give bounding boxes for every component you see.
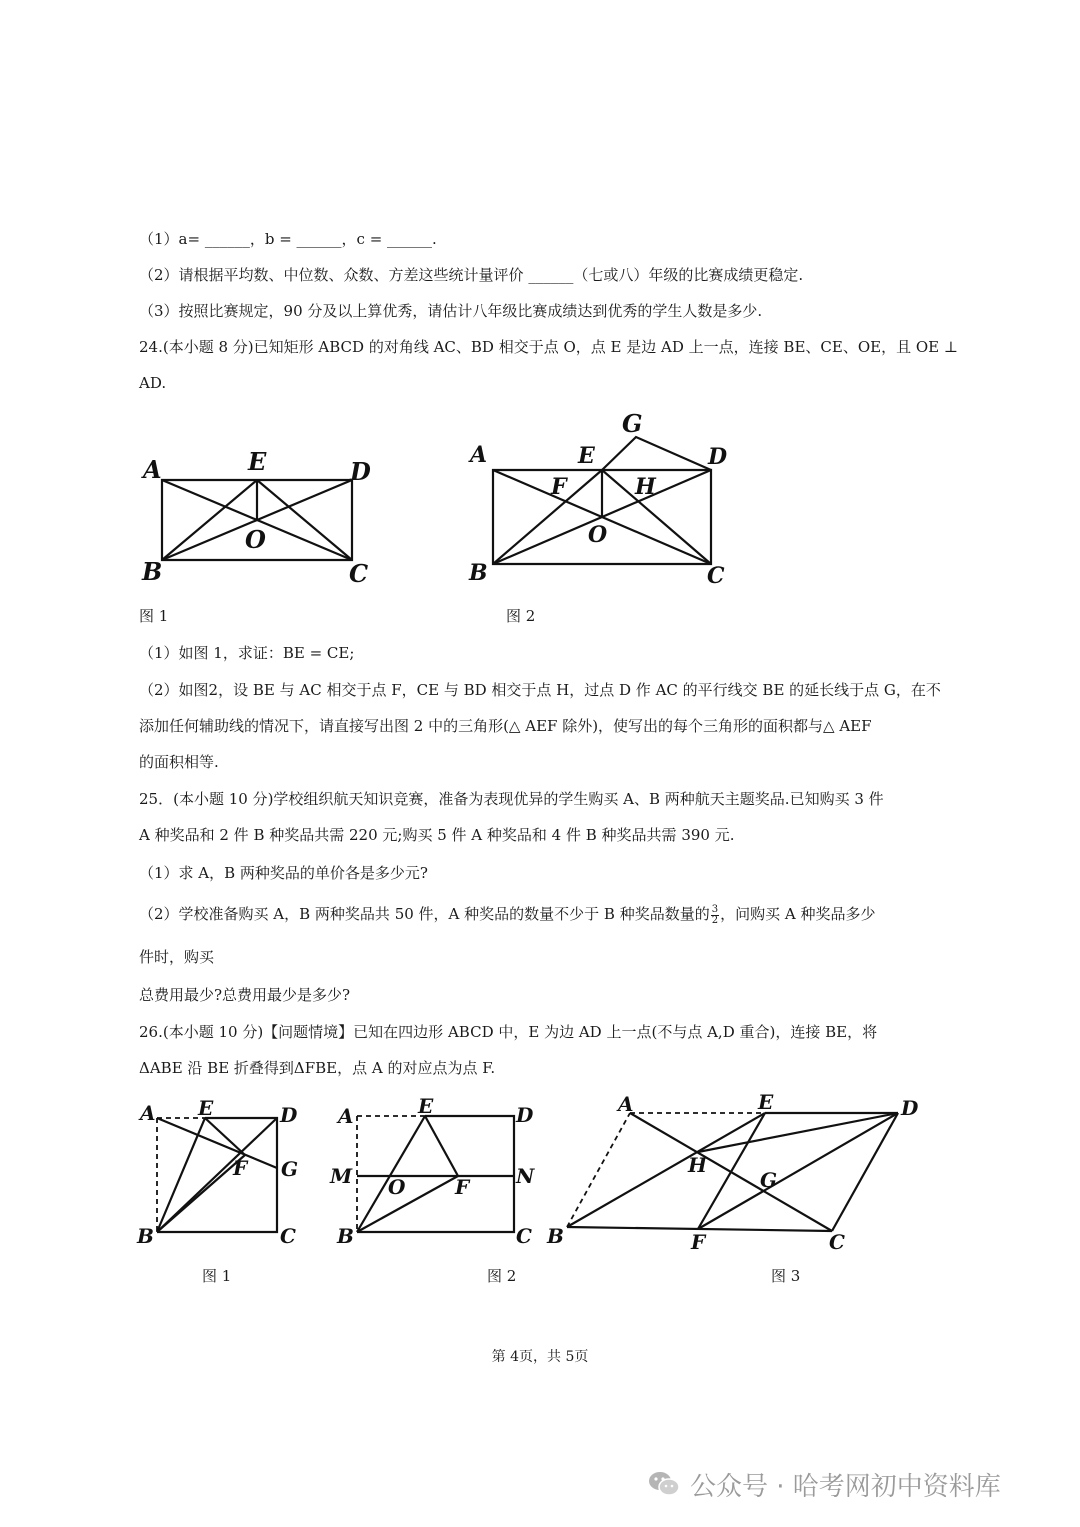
fig2-label: O bbox=[588, 522, 608, 548]
fig2-label: C bbox=[516, 1224, 532, 1248]
q24-stem-line2: AD. bbox=[139, 374, 167, 392]
fig2-label: O bbox=[388, 1175, 406, 1199]
q24-part2-line3: 的面积相等. bbox=[139, 753, 219, 771]
fig1-label: D bbox=[280, 1103, 298, 1127]
fig2-label: A bbox=[470, 442, 488, 468]
fraction-three-halves bbox=[711, 905, 719, 926]
fig2-label: E bbox=[578, 443, 595, 469]
watermark-text: 公众号 · 哈考网初中资料库 bbox=[690, 1471, 1001, 1502]
fig3-label: G bbox=[760, 1168, 778, 1192]
fig3-segment-be bbox=[567, 1113, 765, 1227]
q24-figure-2 bbox=[0, 410, 1080, 595]
fig1-label: B bbox=[137, 1224, 154, 1248]
fig3-label: B bbox=[547, 1224, 564, 1248]
fig3-segment-hd bbox=[698, 1113, 898, 1152]
fig2-label: G bbox=[622, 409, 643, 438]
fig3-label: D bbox=[901, 1096, 919, 1120]
fraction-numerator: 3 bbox=[711, 903, 719, 915]
q26-stem-line2: ΔABE 沿 BE 折叠得到ΔFBE，点 A 的对应点为点 F. bbox=[139, 1059, 496, 1077]
fig2-label: C bbox=[707, 563, 725, 589]
q24-part2-line2: 添加任何辅助线的情况下，请直接写出图 2 中的三角形(△ AEF 除外)，使写出的每个三角形的面积都与△ AEF bbox=[139, 717, 872, 735]
q24-fig2-caption: 图 2 bbox=[506, 607, 536, 625]
q25-stem-line1: 25．(本小题 10 分)学校组织航天知识竞赛，准备为表现优异的学生购买 A、B 两种航天主题奖品.已知购买 3 件 bbox=[139, 790, 884, 808]
fig3-side-dc bbox=[832, 1113, 898, 1231]
fig1-label: D bbox=[350, 457, 371, 486]
q26-fig1-caption: 图 1 bbox=[202, 1267, 232, 1285]
q24-stem-line1: 24.(本小题 8 分)已知矩形 ABCD 的对角线 AC、BD 相交于点 O，点 E 是边 AD 上一点，连接 BE、CE、OE，且 OE ⊥ bbox=[139, 338, 958, 356]
fig2-label: N bbox=[516, 1164, 535, 1188]
q25-part2-line1 bbox=[139, 904, 875, 926]
fig2-segment-ce bbox=[602, 470, 711, 564]
q25-part2-line2: 件时，购买 bbox=[139, 948, 215, 966]
fig3-label: C bbox=[829, 1230, 845, 1254]
q25-part1: （1）求 A，B 两种奖品的单价各是多少元? bbox=[139, 864, 428, 882]
fig1-label: C bbox=[280, 1224, 296, 1248]
q24-fig1-caption: 图 1 bbox=[139, 607, 169, 625]
fig2-label: M bbox=[330, 1164, 353, 1188]
fig2-label: A bbox=[338, 1104, 354, 1128]
fig3-label: F bbox=[691, 1230, 706, 1254]
q25-stem-line2: A 种奖品和 2 件 B 种奖品共需 220 元;购买 5 件 A 种奖品和 4 件 B 种奖品共需 390 元. bbox=[139, 826, 735, 844]
q26-fig3-caption: 图 3 bbox=[771, 1267, 801, 1285]
fig1-label: A bbox=[143, 455, 162, 484]
fig2-segment-be bbox=[493, 470, 602, 564]
q26-stem-line1: 26.(本小题 10 分)【问题情境】已知在四边形 ABCD 中，E 为边 AD 上一点(不与点 A,D 重合)，连接 BE，将 bbox=[139, 1023, 878, 1041]
fig2-label: B bbox=[469, 560, 488, 586]
fig2-label: H bbox=[635, 474, 656, 500]
q26-figure-3 bbox=[0, 1090, 1080, 1260]
fig2-label: F bbox=[455, 1175, 470, 1199]
fig1-label: E bbox=[248, 447, 267, 476]
fig2-label: F bbox=[551, 474, 567, 500]
fraction-denominator: 2 bbox=[711, 914, 719, 926]
fig1-label: O bbox=[245, 525, 266, 554]
fig1-label: A bbox=[140, 1101, 156, 1125]
fig1-label: E bbox=[198, 1096, 214, 1120]
fig2-label: D bbox=[516, 1103, 534, 1127]
fig2-label: E bbox=[418, 1094, 434, 1118]
q25-part2-line3: 总费用最少?总费用最少是多少? bbox=[139, 986, 351, 1004]
fig2-label: B bbox=[337, 1224, 354, 1248]
q23-part2: （2）请根据平均数、中位数、众数、方差这些统计量评价 ______（七或八）年级的比赛成绩更稳定. bbox=[139, 266, 804, 284]
fig2-segments-eg-gd bbox=[602, 437, 711, 470]
fig1-label: G bbox=[281, 1157, 299, 1181]
fig1-label: B bbox=[142, 557, 163, 586]
q24-part1: （1）如图 1，求证：BE = CE; bbox=[139, 644, 355, 662]
q23-part1: （1）a= ______，b = ______，c = ______. bbox=[139, 230, 437, 248]
fig1-label: F bbox=[233, 1156, 248, 1180]
page-number-footer: 第 4页，共 5页 bbox=[491, 1349, 589, 1365]
fig3-segment-ef bbox=[698, 1113, 765, 1229]
watermark bbox=[648, 1464, 1001, 1504]
q26-fig2-caption: 图 2 bbox=[487, 1267, 517, 1285]
wechat-icon bbox=[648, 1470, 680, 1498]
q25-part2-text-a: （2）学校准备购买 A，B 两种奖品共 50 件，A 种奖品的数量不少于 B 种奖品数量的 bbox=[139, 905, 710, 923]
fig3-label: E bbox=[758, 1090, 774, 1114]
fig3-label: A bbox=[618, 1092, 634, 1116]
q23-part3: （3）按照比赛规定，90 分及以上算优秀，请估计八年级比赛成绩达到优秀的学生人数是多少. bbox=[139, 302, 763, 320]
q25-part2-text-b: ，问购买 A 种奖品多少 bbox=[720, 905, 876, 923]
fig3-label: H bbox=[688, 1153, 707, 1177]
fig1-label: C bbox=[349, 559, 369, 588]
q24-part2-line1: （2）如图2，设 BE 与 AC 相交于点 F，CE 与 BD 相交于点 H，过点 D 作 AC 的平行线交 BE 的延长线于点 G，在不 bbox=[139, 681, 941, 699]
fig2-label: D bbox=[708, 444, 728, 470]
